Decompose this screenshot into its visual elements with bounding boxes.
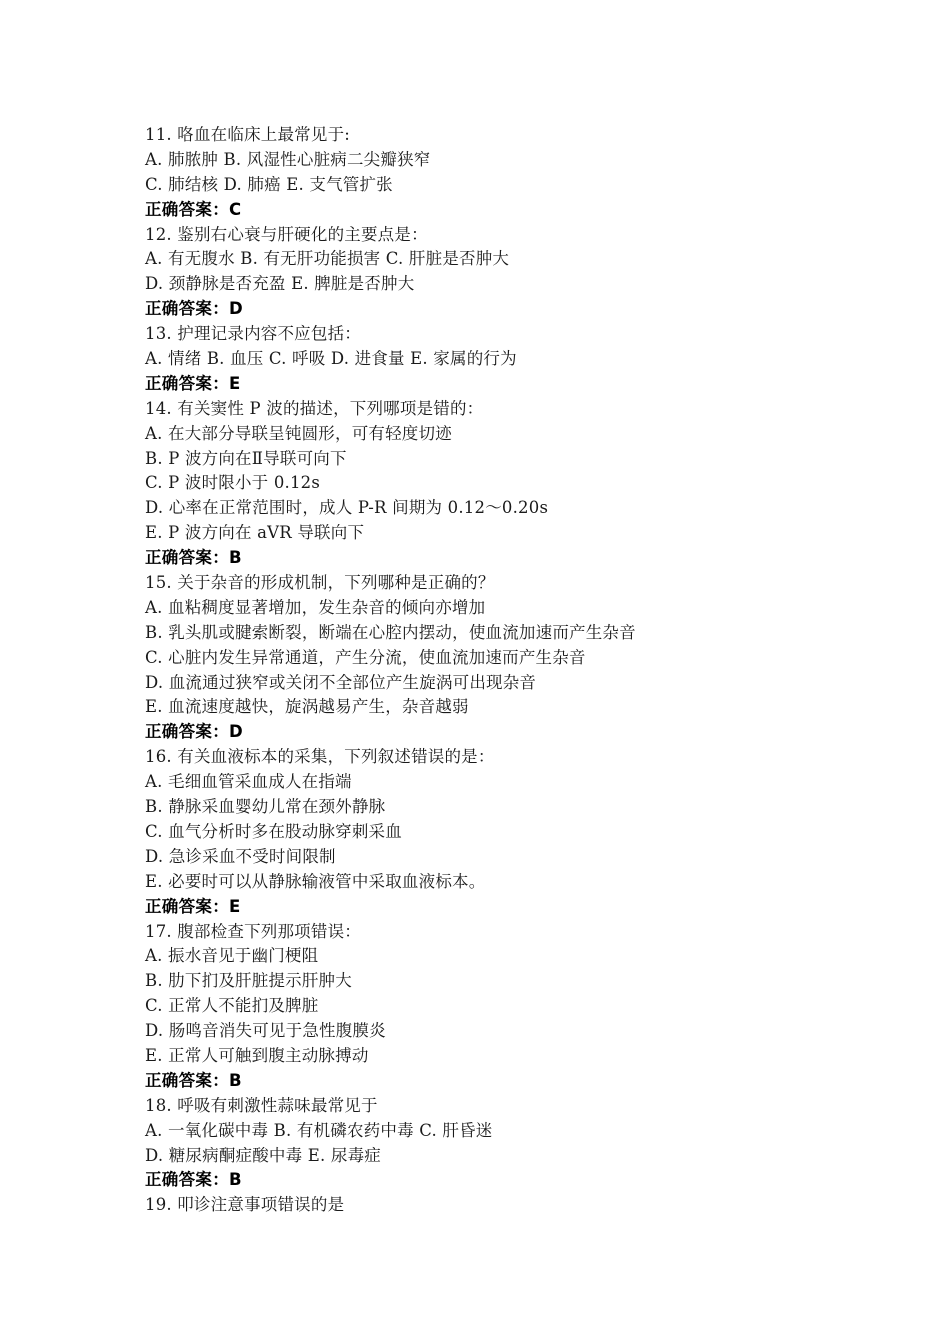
option-line: A. 在大部分导联呈钝圆形，可有轻度切迹 bbox=[145, 423, 452, 443]
option-line: D. 肠鸣音消失可见于急性腹膜炎 bbox=[145, 1021, 386, 1041]
option-line: E. 正常人可触到腹主动脉搏动 bbox=[145, 1045, 369, 1065]
question-text: 14. 有关窦性 P 波的描述，下列哪项是错的： bbox=[145, 398, 484, 418]
answer-line: 正确答案：B bbox=[145, 1070, 242, 1090]
option-line: D. 糖尿病酮症酸中毒 E. 尿毒症 bbox=[145, 1145, 382, 1165]
answer-line: 正确答案：D bbox=[145, 722, 243, 742]
question-text: 12. 鉴别右心衰与肝硬化的主要点是： bbox=[145, 224, 428, 244]
option-line: D. 心率在正常范围时，成人 P-R 间期为 0.12～0.20s bbox=[145, 498, 549, 518]
option-line: C. 肺结核 D. 肺癌 E. 支气管扩张 bbox=[145, 174, 393, 194]
question-text: 15. 关于杂音的形成机制，下列哪种是正确的？ bbox=[145, 573, 495, 593]
option-line: B. 肋下扪及肝脏提示肝肿大 bbox=[145, 971, 352, 991]
question-text: 19. 叩诊注意事项错误的是 bbox=[145, 1195, 345, 1215]
option-line: A. 振水音见于幽门梗阻 bbox=[145, 946, 319, 966]
option-line: E. P 波方向在 aVR 导联向下 bbox=[145, 523, 365, 543]
question-text: 17. 腹部检查下列那项错误： bbox=[145, 921, 361, 941]
answer-line: 正确答案：E bbox=[145, 896, 241, 916]
answer-line: 正确答案：B bbox=[145, 1170, 242, 1190]
option-line: E. 必要时可以从静脉输液管中采取血液标本。 bbox=[145, 871, 486, 891]
option-line: B. 静脉采血婴幼儿常在颈外静脉 bbox=[145, 797, 386, 817]
answer-line: 正确答案：C bbox=[145, 199, 242, 219]
option-line: C. P 波时限小于 0.12s bbox=[145, 473, 321, 493]
answer-line: 正确答案：B bbox=[145, 548, 242, 568]
option-line: D. 血流通过狭窄或关闭不全部位产生旋涡可出现杂音 bbox=[145, 672, 537, 692]
option-line: C. 心脏内发生异常通道，产生分流，使血流加速而产生杂音 bbox=[145, 647, 586, 667]
answer-line: 正确答案：D bbox=[145, 299, 243, 319]
option-line: A. 血粘稠度显著增加，发生杂音的倾向亦增加 bbox=[145, 597, 486, 617]
question-text: 18. 呼吸有刺激性蒜味最常见于 bbox=[145, 1095, 378, 1115]
option-line: D. 急诊采血不受时间限制 bbox=[145, 846, 336, 866]
question-text: 13. 护理记录内容不应包括： bbox=[145, 324, 361, 344]
option-line: A. 有无腹水 B. 有无肝功能损害 C. 肝脏是否肿大 bbox=[145, 249, 510, 269]
answer-line: 正确答案：E bbox=[145, 373, 241, 393]
option-line: A. 毛细血管采血成人在指端 bbox=[145, 772, 352, 792]
option-line: E. 血流速度越快，旋涡越易产生，杂音越弱 bbox=[145, 697, 469, 717]
option-line: B. 乳头肌或腱索断裂，断端在心腔内摆动，使血流加速而产生杂音 bbox=[145, 622, 636, 642]
option-line: A. 情绪 B. 血压 C. 呼吸 D. 进食量 E. 家属的行为 bbox=[145, 349, 517, 369]
option-line: A. 肺脓肿 B. 风湿性心脏病二尖瓣狭窄 bbox=[145, 149, 431, 169]
option-line: A. 一氧化碳中毒 B. 有机磷农药中毒 C. 肝昏迷 bbox=[145, 1120, 493, 1140]
question-text: 16. 有关血液标本的采集，下列叙述错误的是： bbox=[145, 747, 495, 767]
option-line: C. 血气分析时多在股动脉穿刺采血 bbox=[145, 821, 402, 841]
option-line: D. 颈静脉是否充盈 E. 脾脏是否肿大 bbox=[145, 274, 415, 294]
option-line: C. 正常人不能扪及脾脏 bbox=[145, 996, 319, 1016]
option-line: B. P 波方向在Ⅱ导联可向下 bbox=[145, 448, 347, 468]
question-list bbox=[145, 123, 845, 1218]
question-text: 11. 咯血在临床上最常见于: bbox=[145, 125, 351, 144]
